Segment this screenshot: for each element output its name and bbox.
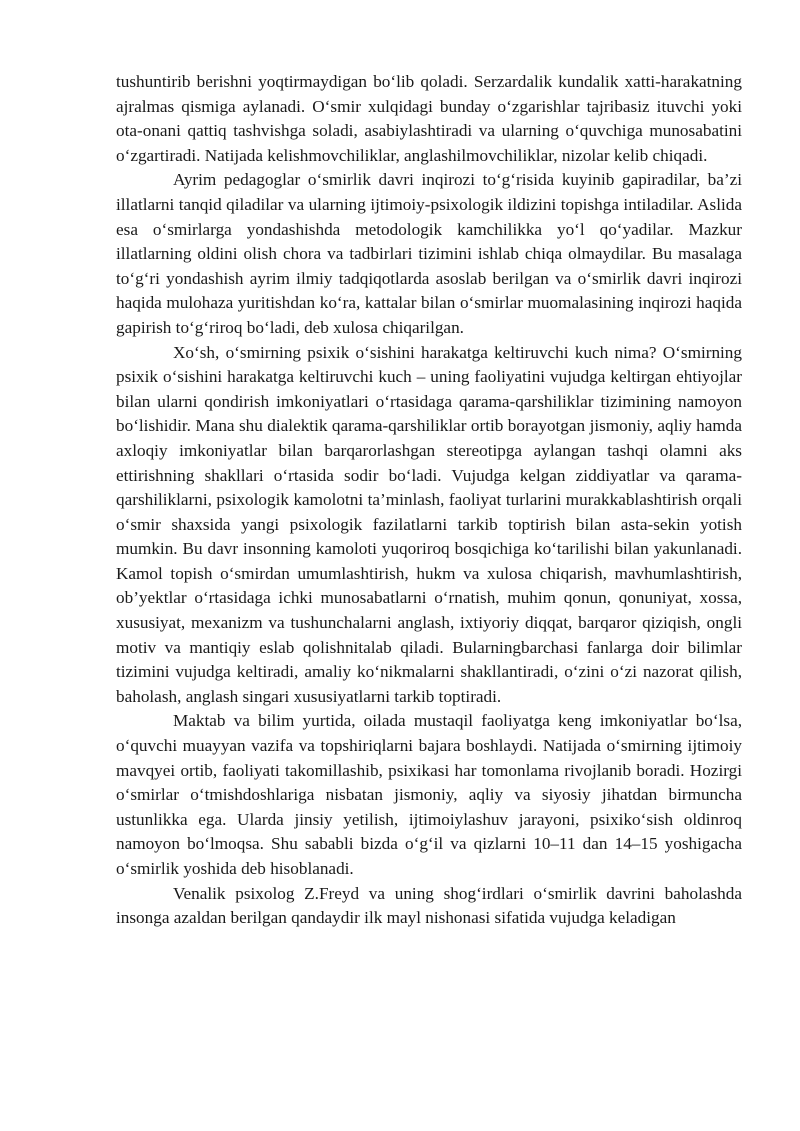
paragraph-3: Xo‘sh, o‘smirning psixik o‘sishini harakatga keltiruvchi kuch nima? O‘smirning psixik o‘sishini harakatga keltiruvchi kuch – uning faoliyatini vujudga keltirgan ehtiyojlar bilan ularni qondirish imkoniyatlari o‘rtasidaga qarama-qarshiliklar tizimining namoyon bo‘lishidir. Mana shu dialektik qarama-qarshiliklar ortib borayotgan jismoniy, aqliy hamda axloqiy imkoniyatlar bilan barqarorlashgan stereotipga aylangan tashqi olamni aks ettirishning shakllari o‘rtasida sodir bo‘ladi. Vujudga kelgan ziddiyatlar va qarama-qarshiliklarni, psixologik kamolotni ta’minlash, faoliyat turlarini murakkablashtirish orqali o‘smir shaxsida yangi psixologik fazilatlarni tarkib toptirish bilan asta-sekin yotish mumkin. Bu davr insonning kamoloti yuqoriroq bosqichiga ko‘tarilishi bilan yakunlanadi. Kamol topish o‘smirdan umumlashtirish, hukm va xulosa chiqarish, mavhumlashtirish, ob’yektlar o‘rtasidaga ichki munosabatlarni o‘rnatish, muhim qonun, qonuniyat, xossa, xususiyat, mexanizm va tushunchalarni anglash, ixtiyoriy diqqat, barqaror qiziqish, ongli motiv va mantiqiy eslab qolishnitalab qiladi. Bularningbarchasi fanlarga doir bilimlar tizimini vujudga keltiradi, amaliy ko‘nikmalarni shakllantiradi, o‘zini o‘zi nazorat qilish, baholash, anglash singari xususiyatlarni tarkib toptiradi.: [116, 342, 742, 706]
paragraph-2: Ayrim pedagoglar o‘smirlik davri inqirozi to‘g‘risida kuyinib gapiradilar, ba’zi illatlarni tanqid qiladilar va ularning ijtimoiy-psixologik ildizini topishga intiladilar. Aslida esa o‘smirlarga yondashishda metodologik kamchilikka yo‘l qo‘yadilar. Mazkur illatlarning oldini olish chora va tadbirlari tizimini ishlab chiqa olmaydilar. Bu masalaga to‘g‘ri yondashish ayrim ilmiy tadqiqotlarda asoslab berilgan va o‘smirlik davri inqirozi haqida mulohaza yuritishdan ko‘ra, kattalar bilan o‘smirlar muomalasining inqirozi haqida gapirish to‘g‘riroq bo‘ladi, deb xulosa chiqarilgan.: [116, 170, 742, 337]
paragraph-1: tushuntirib berishni yoqtirmaydigan bo‘lib qoladi. Serzardalik kundalik xatti-harakatning ajralmas qismiga aylanadi. O‘smir xulqidagi bunday o‘zgarishlar tajribasiz ituvchi yoki ota-onani qattiq tashvishga soladi, asabiylashtiradi va ularning o‘quvchiga munosabatini o‘zgartiradi. Natijada kelishmovchiliklar, anglashilmovchiliklar, nizolar kelib chiqadi.: [116, 72, 742, 165]
document-page: [116, 70, 742, 931]
paragraph-5: Venalik psixolog Z.Freyd va uning shog‘irdlari o‘smirlik davrini baholashda insonga azaldan berilgan qandaydir ilk mayl nishonasi sifatida vujudga keladigan: [116, 883, 742, 928]
paragraph-4: Maktab va bilim yurtida, oilada mustaqil faoliyatga keng imkoniyatlar bo‘lsa, o‘quvchi muayyan vazifa va topshiriqlarni bajara boshlaydi. Natijada o‘smirning ijtimoiy mavqyei ortib, faoliyati takomillashib, psixikasi har tomonlama rivojlanib boradi. Hozirgi o‘smirlar o‘tmishdoshlariga nisbatan jismoniy, aqliy va siyosiy jihatdan birmuncha ustunlikka ega. Ularda jinsiy yetilish, ijtimoiylashuv jarayoni, psixiko‘sish oldinroq namoyon bo‘lmoqsa. Shu sababli bizda o‘g‘il va qizlarni 10–11 dan 14–15 yoshigacha o‘smirlik yoshida deb hisoblanadi.: [116, 711, 742, 878]
